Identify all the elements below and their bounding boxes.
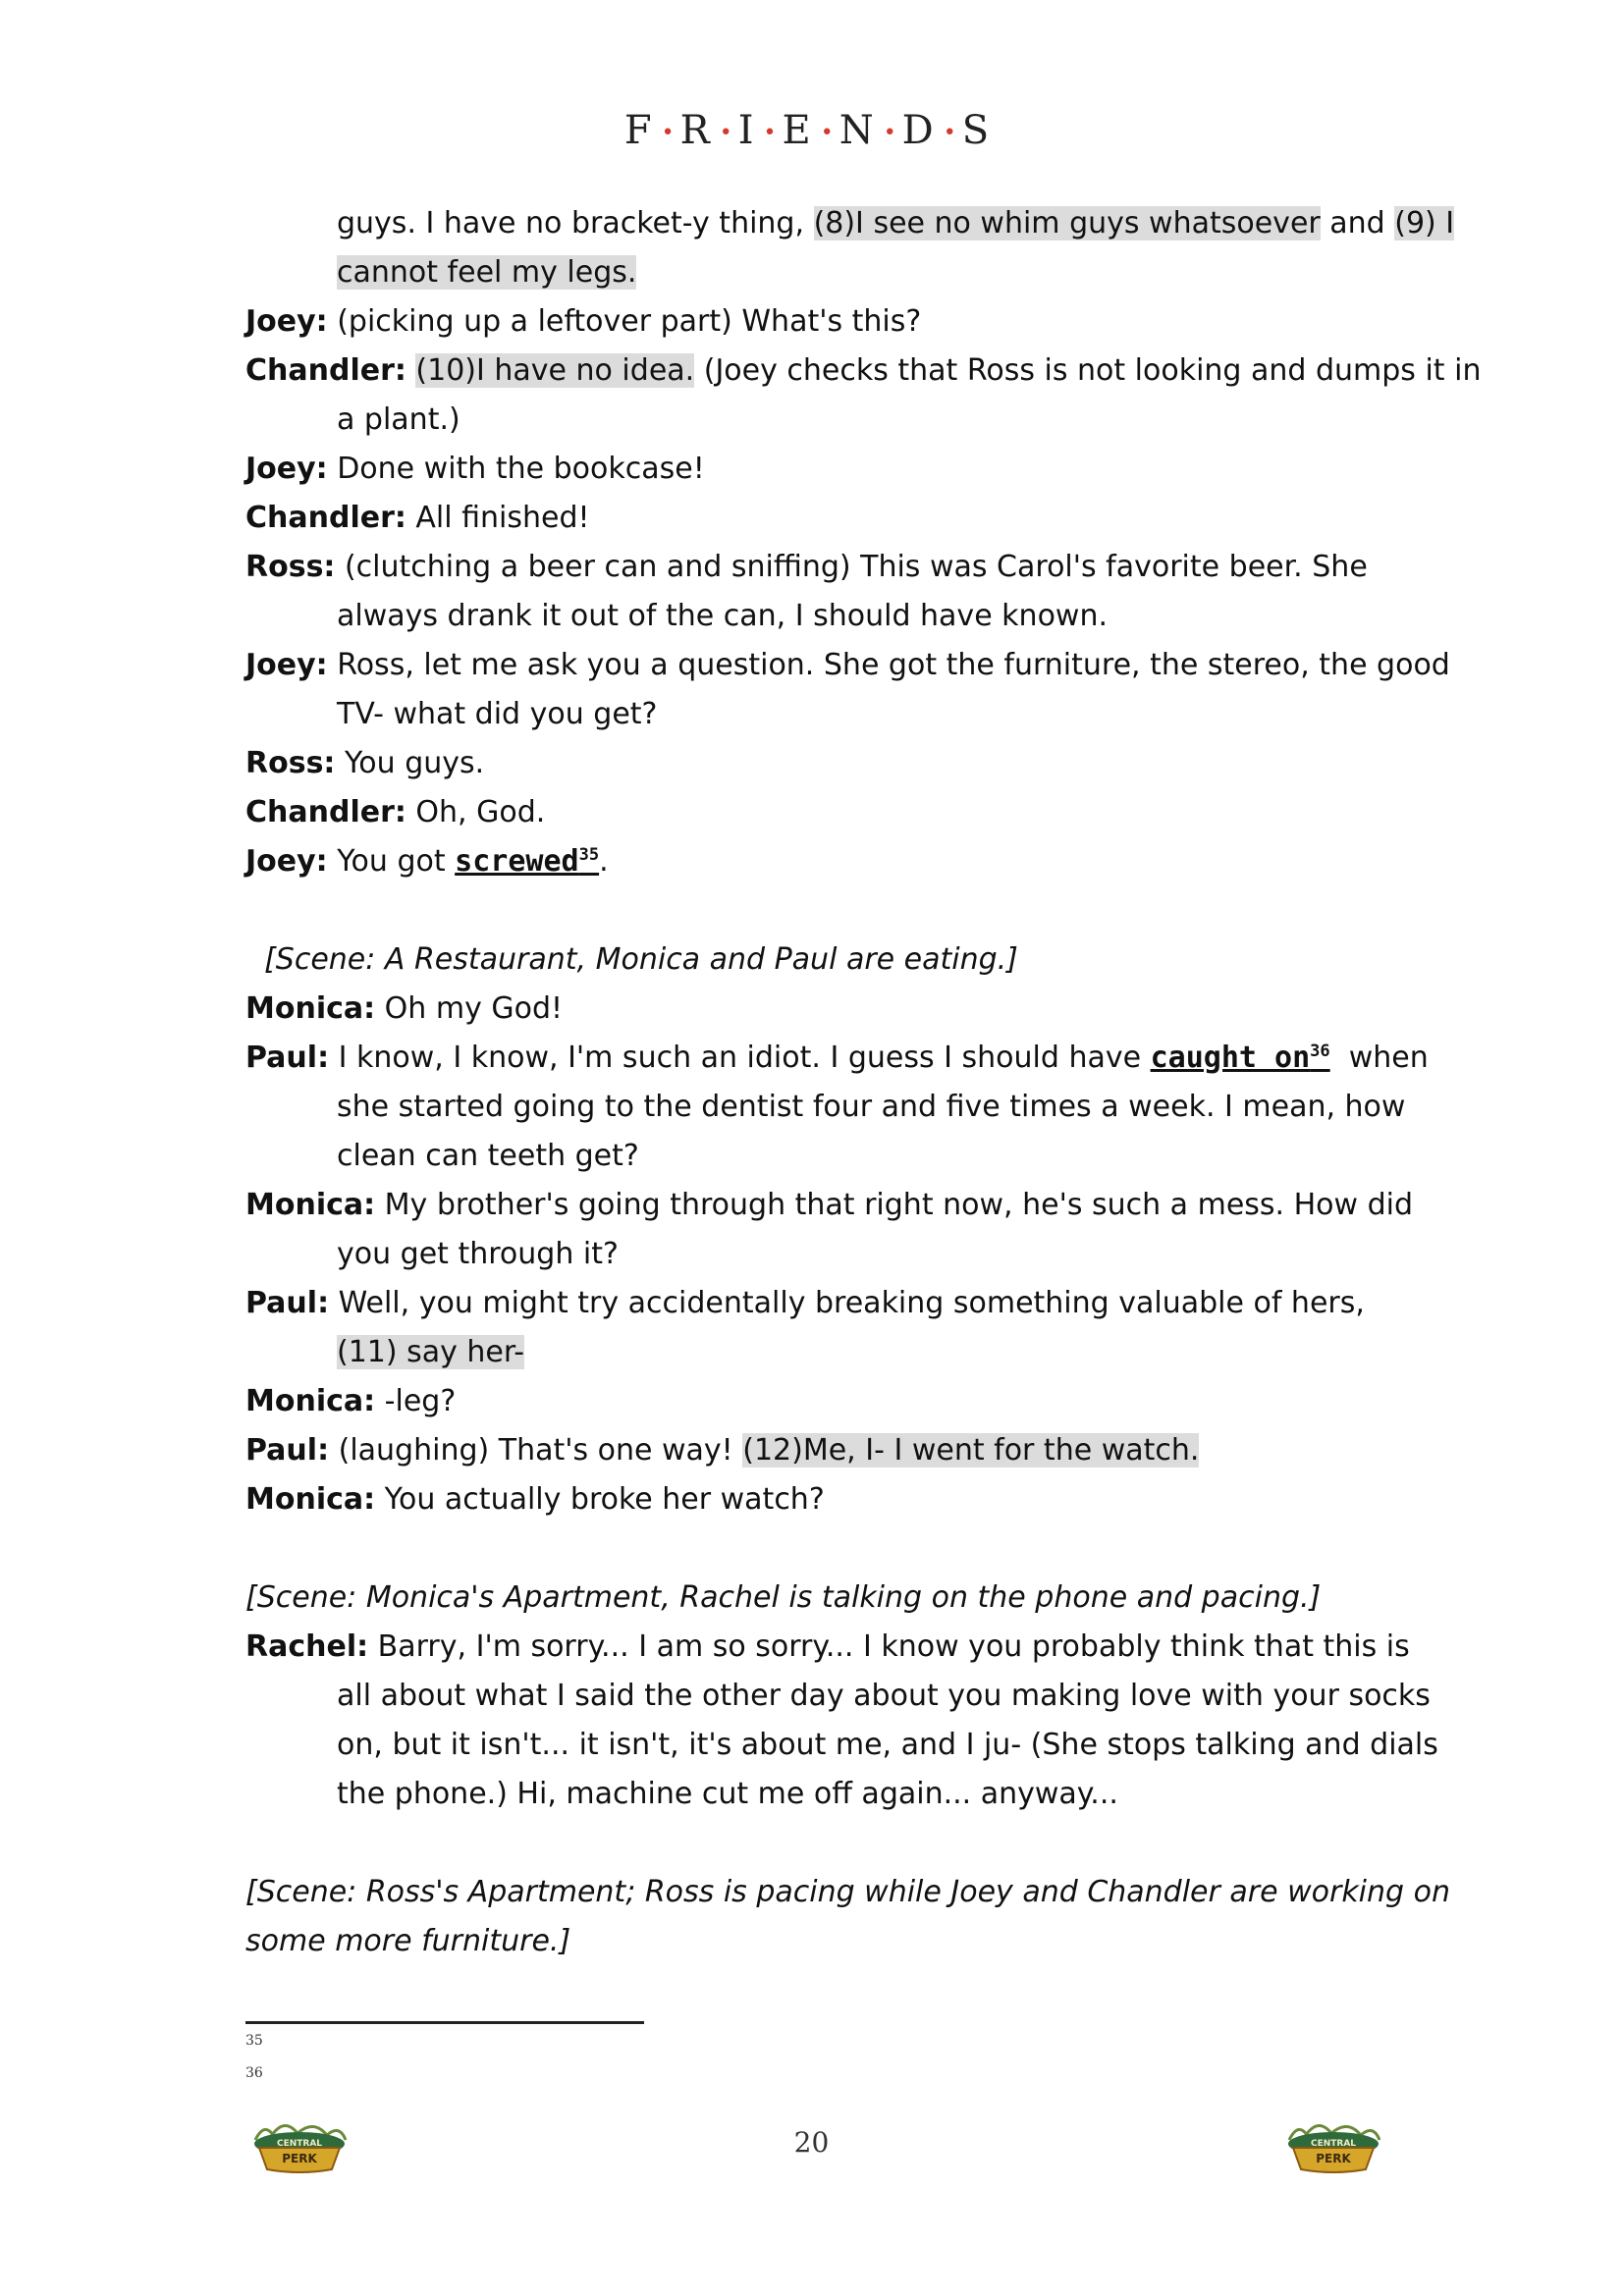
friends-logo: [0, 108, 1623, 153]
dialogue-text: You actually broke her watch?: [375, 1482, 825, 1517]
script-line: [245, 297, 1394, 347]
dialogue-text: clean can teeth get?: [337, 1139, 639, 1173]
dialogue-text: you get through it?: [337, 1237, 619, 1271]
dialogue-text: TV- what did you get?: [337, 697, 658, 731]
speaker-name: Monica:: [245, 991, 376, 1026]
dialogue-text: when: [1329, 1041, 1429, 1075]
vocab-term: [1151, 1041, 1330, 1075]
footnote-ref: 36: [1310, 1041, 1330, 1061]
dialogue-text: I know, I know, I'm such an idiot. I guess I should have: [329, 1041, 1151, 1075]
script-line: [245, 1868, 1450, 1917]
script-line: [245, 1328, 1394, 1377]
speaker-name: Chandler:: [245, 501, 406, 535]
dialogue-text: (laughing) That's one way!: [329, 1433, 743, 1468]
speaker-name: Monica:: [245, 1188, 376, 1222]
dialogue-text: -leg?: [375, 1384, 457, 1418]
dialogue-text: My brother's going through that right now, he's such a mess. How did: [375, 1188, 1414, 1222]
dialogue-text: All finished!: [406, 501, 590, 535]
dialogue-text: always drank it out of the can, I should have known.: [337, 599, 1109, 633]
logo-dot-icon: •: [820, 121, 839, 145]
dialogue-text: the phone.) Hi, machine cut me off again... anyway...: [337, 1777, 1118, 1811]
highlighted-text: (12)Me, I- I went for the watch.: [742, 1433, 1200, 1468]
script-line: [245, 935, 1394, 985]
dialogue-text: Ross, let me ask you a question. She got the furniture, the stereo, the good: [327, 648, 1450, 682]
speaker-name: Paul:: [245, 1286, 330, 1320]
logo-text-perk-left: PERK: [282, 2152, 317, 2165]
script-line: [245, 494, 1394, 543]
highlighted-text: (11) say her-: [337, 1335, 525, 1369]
page-number: 20: [793, 2126, 830, 2159]
logo-dot-icon: •: [763, 121, 783, 145]
speaker-name: Joey:: [245, 844, 328, 879]
script-line: [245, 396, 1394, 445]
speaker-name: Chandler:: [245, 795, 406, 829]
logo-dot-icon: •: [883, 121, 902, 145]
script-line: [245, 1917, 1394, 1966]
dialogue-text: Done with the bookcase!: [327, 452, 705, 486]
dialogue-text: Oh my God!: [375, 991, 564, 1026]
script-line: [245, 1279, 1394, 1328]
script-line: [245, 837, 1394, 886]
script-line: [245, 1623, 1410, 1672]
logo-dot-icon: •: [719, 121, 738, 145]
logo-dot-icon: •: [943, 121, 962, 145]
logo-letter: D: [901, 108, 944, 153]
script-line: [245, 739, 1394, 788]
speaker-name: Chandler:: [245, 353, 406, 388]
dialogue-text: (picking up a leftover part) What's this?: [327, 304, 922, 339]
script-line: [245, 1770, 1394, 1819]
script-line: [245, 1181, 1414, 1230]
central-perk-logo-right-icon: [1279, 2110, 1387, 2175]
script-body: [245, 199, 1482, 1966]
highlighted-text: (9) I: [1394, 206, 1455, 240]
speaker-name: Joey:: [245, 648, 328, 682]
script-line: [245, 641, 1450, 690]
script-line: [245, 1475, 1394, 1524]
script-line: [245, 985, 1394, 1034]
footnote-ref: 35: [578, 845, 600, 865]
speaker-name: Rachel:: [245, 1629, 369, 1664]
dialogue-text: Well, you might try accidentally breaking something valuable of hers,: [329, 1286, 1365, 1320]
dialogue-text: a plant.): [337, 402, 460, 437]
script-line: [245, 1034, 1429, 1083]
logo-letter: N: [839, 108, 884, 153]
dialogue-text: You got: [327, 844, 456, 879]
logo-dot-icon: •: [661, 121, 680, 145]
footnote-divider: [245, 2021, 644, 2024]
dialogue-text: and: [1320, 206, 1395, 240]
dialogue-text: Oh, God.: [406, 795, 546, 829]
dialogue-text: on, but it isn't... it isn't, it's about me, and I ju- (She stops talking and dials: [337, 1728, 1438, 1762]
dialogue-text: Barry, I'm sorry... I am so sorry... I know you probably think that this is: [368, 1629, 1410, 1664]
speaker-name: Monica:: [245, 1384, 376, 1418]
dialogue-text: .: [599, 844, 609, 879]
logo-letter: R: [679, 108, 720, 153]
scene-direction: [Scene: Monica's Apartment, Rachel is talking on the phone and pacing.]: [245, 1580, 1322, 1615]
logo-letter: F: [623, 108, 662, 153]
logo-letter: E: [782, 108, 821, 153]
speaker-name: Joey:: [245, 452, 328, 486]
script-line: [245, 1426, 1394, 1475]
scene-direction: [Scene: A Restaurant, Monica and Paul are eating.]: [245, 942, 1018, 977]
highlighted-text: (8)I see no whim guys whatsoever: [813, 206, 1321, 240]
dialogue-text: [406, 353, 416, 388]
blank-line: [245, 886, 1394, 935]
script-line: [245, 347, 1482, 396]
script-line: [245, 1672, 1431, 1721]
script-line: [245, 1377, 1394, 1426]
vocab-term-text: caught on: [1150, 1041, 1311, 1075]
scene-direction: [Scene: Ross's Apartment; Ross is pacing while Joey and Chandler are working on: [245, 1875, 1450, 1909]
dialogue-text: (Joey checks that Ross is not looking and dumps it in: [694, 353, 1482, 388]
script-line: [245, 1230, 1394, 1279]
script-line: [245, 1132, 1394, 1181]
dialogue-text: You guys.: [335, 746, 485, 780]
logo-text-perk-right: PERK: [1316, 2152, 1351, 2165]
footnote-36: 36: [245, 2065, 263, 2081]
footnote-35: 35: [245, 2033, 263, 2049]
highlighted-text: (10)I have no idea.: [415, 353, 695, 388]
logo-text-central-right: CENTRAL: [1310, 2139, 1357, 2149]
script-line: [245, 592, 1394, 641]
speaker-name: Ross:: [245, 550, 336, 584]
speaker-name: Paul:: [245, 1041, 330, 1075]
dialogue-text: (clutching a beer can and sniffing) This was Carol's favorite beer. She: [335, 550, 1368, 584]
script-line: [245, 248, 1394, 297]
script-line: [245, 690, 1394, 739]
blank-line: [245, 1819, 1394, 1868]
dialogue-text: she started going to the dentist four and five times a week. I mean, how: [337, 1090, 1406, 1124]
vocab-term: [455, 844, 599, 879]
dialogue-text: guys. I have no bracket-y thing,: [337, 206, 814, 240]
highlighted-text: cannot feel my legs.: [337, 255, 637, 290]
blank-line: [245, 1524, 1394, 1574]
dialogue-text: all about what I said the other day about you making love with your socks: [337, 1679, 1431, 1713]
script-line: [245, 1721, 1438, 1770]
script-line: [245, 1574, 1394, 1623]
vocab-term-text: screwed: [455, 844, 579, 879]
speaker-name: Ross:: [245, 746, 336, 780]
script-line: [245, 543, 1394, 592]
speaker-name: Joey:: [245, 304, 328, 339]
script-line: [245, 199, 1455, 248]
logo-letter: S: [961, 108, 1000, 153]
speaker-name: Monica:: [245, 1482, 376, 1517]
logo-letter: I: [737, 108, 764, 153]
scene-direction: some more furniture.]: [245, 1924, 571, 1958]
script-line: [245, 788, 1394, 837]
speaker-name: Paul:: [245, 1433, 330, 1468]
script-line: [245, 445, 1394, 494]
logo-text-central-left: CENTRAL: [276, 2139, 323, 2149]
script-line: [245, 1083, 1406, 1132]
